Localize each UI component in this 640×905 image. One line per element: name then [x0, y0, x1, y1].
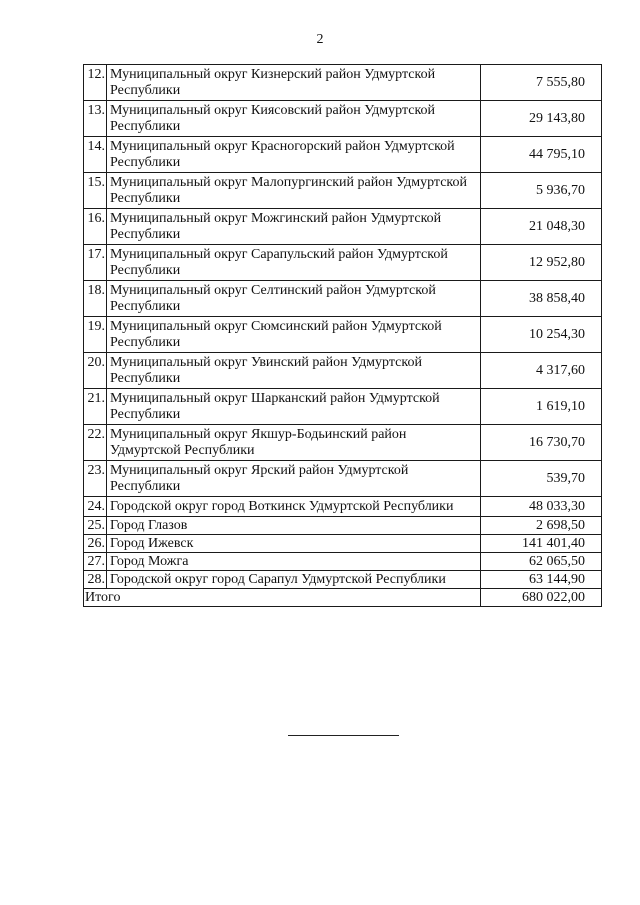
row-number: 17. [84, 245, 107, 281]
row-number: 26. [84, 535, 107, 553]
municipality-name: Муниципальный округ Увинский район Удмуртской Республики [106, 353, 480, 389]
row-number: 15. [84, 173, 107, 209]
signature-line [288, 735, 399, 736]
row-number: 28. [84, 571, 107, 589]
amount-value: 63 144,90 [481, 571, 602, 589]
amount-value: 1 619,10 [481, 389, 602, 425]
amount-value: 38 858,40 [481, 281, 602, 317]
table-row [84, 461, 602, 497]
row-number: 18. [84, 281, 107, 317]
amount-value: 7 555,80 [481, 65, 602, 101]
amount-value: 4 317,60 [481, 353, 602, 389]
amount-value: 16 730,70 [481, 425, 602, 461]
total-amount: 680 022,00 [481, 589, 602, 607]
municipality-name: Городской округ город Воткинск Удмуртской Республики [106, 497, 480, 517]
table-row [84, 173, 602, 209]
table-row [84, 101, 602, 137]
amount-value: 21 048,30 [481, 209, 602, 245]
table-row [84, 425, 602, 461]
municipality-name: Муниципальный округ Сарапульский район Удмуртской Республики [106, 245, 480, 281]
amount-value: 44 795,10 [481, 137, 602, 173]
municipality-name: Муниципальный округ Ярский район Удмуртской Республики [106, 461, 480, 497]
table-row [84, 517, 602, 535]
row-number: 13. [84, 101, 107, 137]
row-number: 25. [84, 517, 107, 535]
municipality-name: Муниципальный округ Кизнерский район Удмуртской Республики [106, 65, 480, 101]
total-label: Итого [84, 589, 481, 607]
row-number: 12. [84, 65, 107, 101]
page-number: 2 [316, 32, 324, 47]
amount-value: 29 143,80 [481, 101, 602, 137]
row-number: 21. [84, 389, 107, 425]
table-row [84, 389, 602, 425]
table-row [84, 535, 602, 553]
table-row [84, 137, 602, 173]
amount-value: 10 254,30 [481, 317, 602, 353]
row-number: 14. [84, 137, 107, 173]
municipality-name: Муниципальный округ Киясовский район Удмуртской Республики [106, 101, 480, 137]
table-row [84, 317, 602, 353]
amount-value: 539,70 [481, 461, 602, 497]
table-row [84, 353, 602, 389]
amount-value: 2 698,50 [481, 517, 602, 535]
table-row [84, 245, 602, 281]
municipality-name: Город Глазов [106, 517, 480, 535]
table-row [84, 65, 602, 101]
amount-value: 62 065,50 [481, 553, 602, 571]
municipality-name: Муниципальный округ Малопургинский район Удмуртской Республики [106, 173, 480, 209]
table-row [84, 209, 602, 245]
table-row [84, 553, 602, 571]
row-number: 20. [84, 353, 107, 389]
allocation-table [83, 64, 602, 607]
municipality-name: Муниципальный округ Можгинский район Удмуртской Республики [106, 209, 480, 245]
row-number: 22. [84, 425, 107, 461]
table-row [84, 281, 602, 317]
municipality-name: Муниципальный округ Красногорский район Удмуртской Республики [106, 137, 480, 173]
amount-value: 12 952,80 [481, 245, 602, 281]
row-number: 27. [84, 553, 107, 571]
amount-value: 141 401,40 [481, 535, 602, 553]
municipality-name: Муниципальный округ Селтинский район Удмуртской Республики [106, 281, 480, 317]
municipality-name: Город Можга [106, 553, 480, 571]
municipality-name: Муниципальный округ Шарканский район Удмуртской Республики [106, 389, 480, 425]
table-row [84, 497, 602, 517]
municipality-name: Муниципальный округ Якшур-Бодьинский район Удмуртской Республики [106, 425, 480, 461]
amount-value: 48 033,30 [481, 497, 602, 517]
row-number: 16. [84, 209, 107, 245]
row-number: 23. [84, 461, 107, 497]
row-number: 24. [84, 497, 107, 517]
municipality-name: Городской округ город Сарапул Удмуртской Республики [106, 571, 480, 589]
table-row [84, 571, 602, 589]
municipality-name: Город Ижевск [106, 535, 480, 553]
row-number: 19. [84, 317, 107, 353]
municipality-name: Муниципальный округ Сюмсинский район Удмуртской Республики [106, 317, 480, 353]
total-row [84, 589, 602, 607]
amount-value: 5 936,70 [481, 173, 602, 209]
